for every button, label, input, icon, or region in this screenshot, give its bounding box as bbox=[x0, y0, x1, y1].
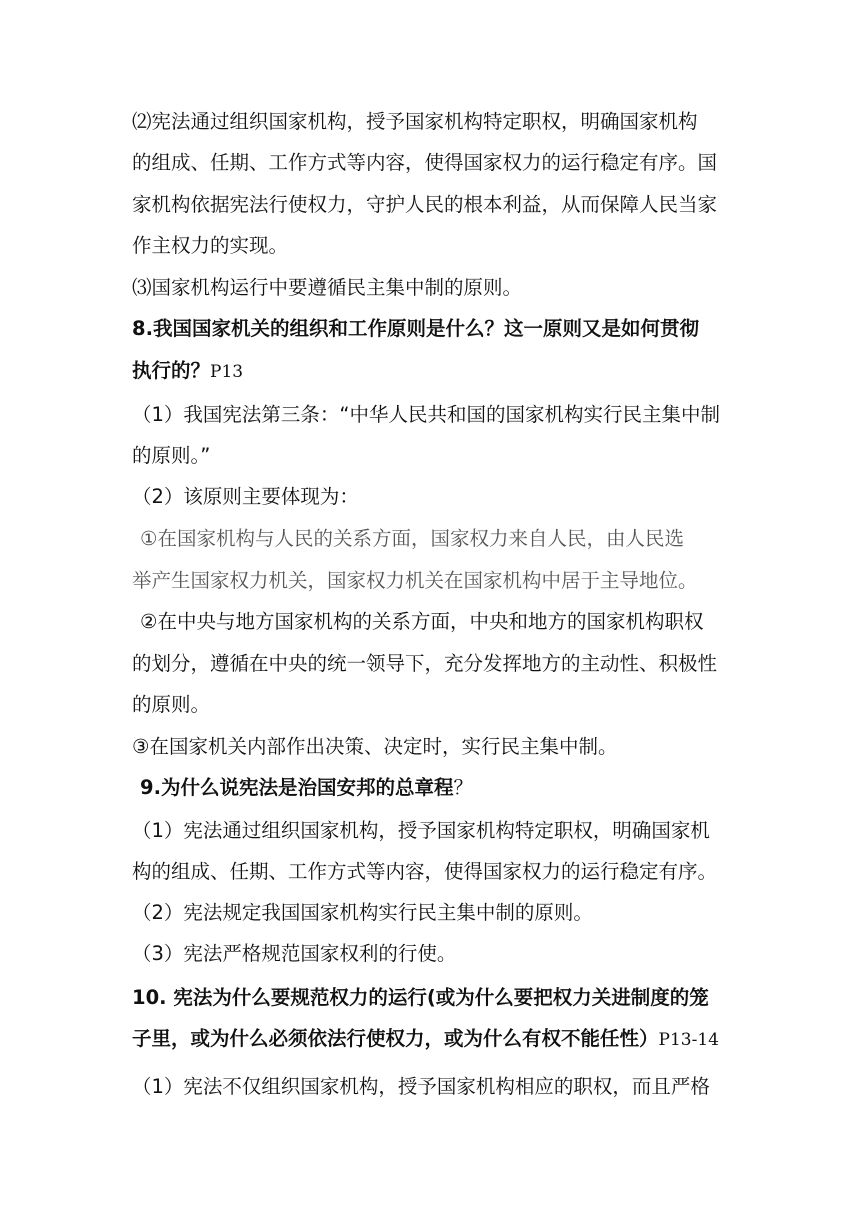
text-line: ①在国家机构与人民的关系方面，国家权力来自人民，由人民选 bbox=[140, 527, 684, 550]
text-line: 举产生国家权力机关，国家权力机关在国家机构中居于主导地位。 bbox=[132, 569, 698, 592]
question-mark: ？ bbox=[453, 776, 474, 799]
page-reference: P13 bbox=[210, 362, 244, 382]
text-line: 构的组成、任期、工作方式等内容，使得国家权力的运行稳定有序。 bbox=[132, 860, 718, 883]
page-reference: P13-14 bbox=[658, 1030, 719, 1050]
text-line: （3）宪法严格规范国家权利的行使。 bbox=[132, 942, 457, 965]
question-number: 10. bbox=[132, 986, 167, 1009]
text-line: （2）宪法规定我国国家机构实行民主集中制的原则。 bbox=[132, 901, 593, 924]
question-10-title-cont bbox=[132, 1019, 732, 1059]
question-8-title bbox=[132, 309, 732, 349]
text-line: 的原则。 bbox=[132, 693, 211, 716]
text-line: （1）宪法通过组织国家机构，授予国家机构特定职权，明确国家机 bbox=[132, 819, 710, 842]
text-line: （2）该原则主要体现为： bbox=[132, 485, 359, 508]
text-line: 作主权力的实现。 bbox=[132, 234, 289, 257]
text-line: ⑶国家机构运行中要遵循民主集中制的原则。 bbox=[132, 276, 523, 299]
text-line: ⑵宪法通过组织国家机构，授予国家机构特定职权，明确国家机构 bbox=[132, 110, 698, 133]
question-9-title bbox=[140, 768, 740, 808]
text-line: （1）我国宪法第三条：“中华人民共和国的国家机构实行民主集中制 bbox=[132, 403, 721, 426]
text-line: 家机构依据宪法行使权力，守护人民的根本利益，从而保障人民当家 bbox=[132, 193, 718, 216]
text-line: 的原则。” bbox=[132, 444, 211, 467]
question-number: 9. bbox=[140, 776, 161, 799]
question-text: 为什么说宪法是治国安邦的总章程 bbox=[160, 776, 454, 799]
question-text: 子里，或为什么必须依法行使权力，或为什么有权不能任性） bbox=[132, 1027, 659, 1050]
question-number: 8. bbox=[132, 317, 153, 340]
text-line: 的组成、任期、工作方式等内容，使得国家权力的运行稳定有序。国 bbox=[132, 151, 718, 174]
question-text: 执行的？ bbox=[132, 359, 211, 382]
text-line: ②在中央与地方国家机构的关系方面，中央和地方的国家机构职权 bbox=[140, 610, 704, 633]
question-text: 宪法为什么要规范权力的运行(或为什么要把权力关进制度的笼 bbox=[173, 986, 709, 1009]
question-8-title-cont bbox=[132, 351, 732, 391]
question-text: 我国国家机关的组织和工作原则是什么？这一原则又是如何贯彻 bbox=[152, 317, 699, 340]
text-line: （1）宪法不仅组织国家机构，授予国家机构相应的职权，而且严格 bbox=[132, 1075, 710, 1098]
question-10-title bbox=[132, 978, 732, 1018]
text-line: ③在国家机关内部作出决策、决定时，实行民主集中制。 bbox=[132, 735, 618, 758]
text-line: 的划分，遵循在中央的统一领导下，充分发挥地方的主动性、积极性 bbox=[132, 652, 718, 675]
